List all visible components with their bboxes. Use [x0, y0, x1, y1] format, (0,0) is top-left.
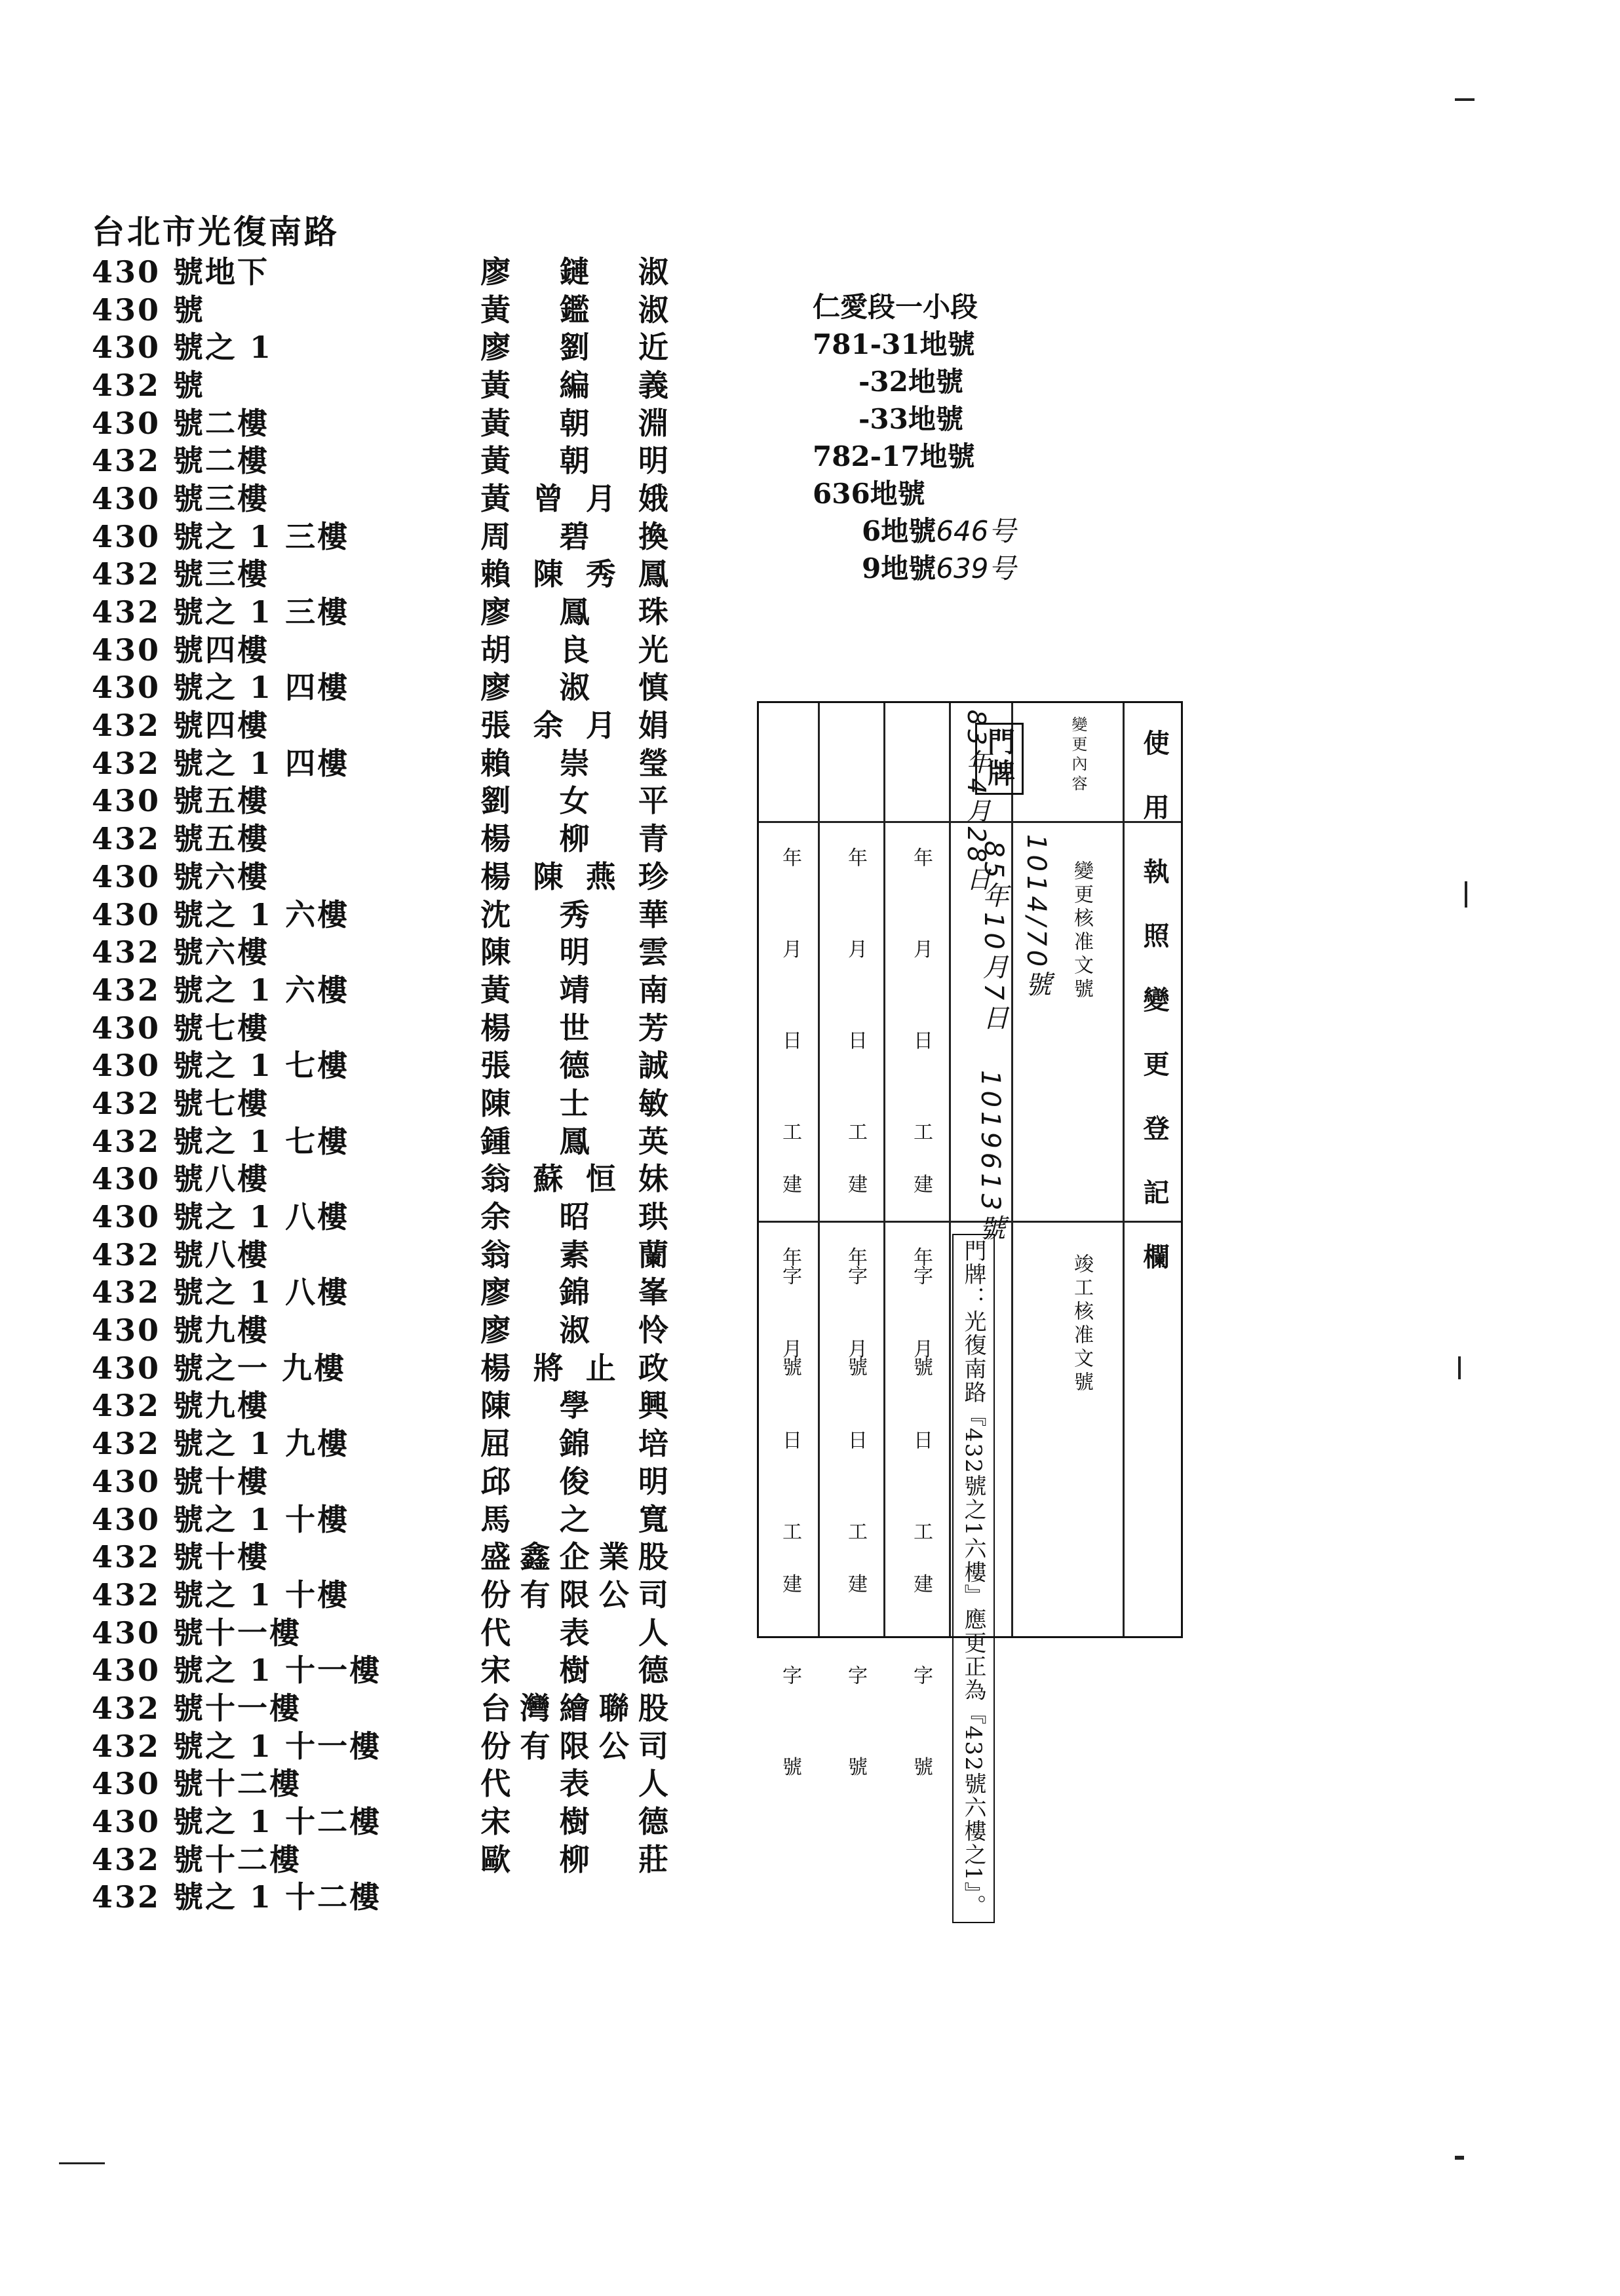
- list-item: [92, 667, 668, 705]
- list-item: [92, 931, 668, 969]
- list-item: [92, 251, 668, 289]
- address-cell: 432 號之 1 六樓: [92, 972, 350, 1008]
- address-cell: 432 號五樓: [92, 821, 270, 857]
- owner-cell: 楊 柳 青: [480, 821, 668, 857]
- table-divider: [818, 703, 820, 1636]
- owner-cell: 廖 淑 怜: [480, 1312, 668, 1349]
- owner-cell: 賴 崇 瑩: [480, 745, 668, 781]
- owner-cell: 賴 陳 秀 鳳: [480, 556, 668, 592]
- address-cell: 430 號之 1: [92, 330, 273, 366]
- parcel-line: -33地號: [858, 403, 963, 435]
- list-item: [92, 894, 668, 932]
- owner-cell: 廖 錦 峯: [480, 1274, 668, 1311]
- table-divider: [759, 1221, 1181, 1223]
- address-cell: 432 號三樓: [92, 556, 270, 592]
- change-record-table: [757, 701, 1183, 1919]
- owner-cell: 邱 俊 明: [480, 1463, 668, 1499]
- owner-cell: 代 表 人: [480, 1766, 668, 1802]
- list-item: [92, 1158, 668, 1196]
- address-cell: 430 號十樓: [92, 1463, 270, 1499]
- owner-cell: 廖 劉 近: [480, 330, 668, 366]
- address-cell: 430 號十一樓: [92, 1615, 302, 1651]
- list-item: [92, 704, 668, 742]
- owner-cell: 馬 之 寬: [480, 1501, 668, 1537]
- address-cell: 430 號之 1 十樓: [92, 1501, 350, 1537]
- list-item: [92, 1007, 668, 1045]
- list-item: [92, 516, 668, 554]
- list-item: [92, 478, 668, 516]
- list-item: [92, 1839, 668, 1877]
- address-cell: 432 號: [92, 367, 206, 403]
- owner-cell: 楊 將 止 政: [480, 1350, 668, 1386]
- owner-cell: 份有限公司: [480, 1577, 668, 1613]
- list-item: [92, 364, 668, 402]
- list-item: [92, 1082, 668, 1120]
- list-item: [92, 1272, 668, 1310]
- owner-cell: 余 昭 珙: [480, 1199, 668, 1235]
- parcel-number: 9地號: [862, 552, 936, 584]
- address-cell: 432 號八樓: [92, 1236, 270, 1272]
- owner-cell: 張 德 誠: [480, 1048, 668, 1084]
- owner-cell: 黃 曾 月 娥: [480, 480, 668, 516]
- owner-cell: 屈 錦 培: [480, 1426, 668, 1462]
- column-label: 竣工核准文號: [1070, 1253, 1093, 1395]
- owner-cell: 黃 朝 淵: [480, 405, 668, 441]
- list-item: [92, 554, 668, 592]
- scan-mark: [1465, 881, 1467, 908]
- owner-cell: 廖 鳳 珠: [480, 594, 668, 630]
- list-item: [92, 1763, 668, 1801]
- address-cell: 432 號之 1 七樓: [92, 1123, 350, 1159]
- address-cell: 432 號七樓: [92, 1085, 270, 1121]
- address-cell: 432 號十一樓: [92, 1690, 302, 1726]
- date-template: 年 月 日 工建 字 號: [844, 1247, 867, 1809]
- date-template: 年 月 日 工建 字 號: [779, 847, 801, 1409]
- parcel-line: -32地號: [858, 366, 963, 398]
- parcel-line: 636地號: [813, 478, 925, 510]
- list-item: [92, 289, 668, 327]
- scan-mark: [1455, 2156, 1464, 2160]
- owner-cell: 黃 編 義: [480, 367, 668, 403]
- owner-cell: 陳 學 興: [480, 1388, 668, 1424]
- list-item: [92, 780, 668, 818]
- address-cell: 432 號十二樓: [92, 1841, 302, 1877]
- scan-mark: [1455, 98, 1475, 101]
- address-cell: 430 號二樓: [92, 405, 270, 441]
- address-cell: 430 號之 1 八樓: [92, 1199, 350, 1235]
- address-cell: 432 號十樓: [92, 1539, 270, 1575]
- owner-cell: 楊 陳 燕 珍: [480, 858, 668, 894]
- parcel-line: 781-31地號: [813, 328, 975, 360]
- door-number-stamp: 門牌: [975, 723, 1024, 795]
- owner-cell: 代 表 人: [480, 1615, 668, 1651]
- list-item: [92, 1687, 668, 1725]
- list-item: [92, 1120, 668, 1158]
- address-cell: 430 號地下: [92, 254, 270, 290]
- handwritten-entry: 1014/70號: [1021, 834, 1051, 1001]
- table-divider: [883, 703, 885, 1636]
- address-cell: 430 號七樓: [92, 1010, 270, 1046]
- list-item: [92, 969, 668, 1007]
- list-item: [92, 818, 668, 856]
- list-item: [92, 1725, 668, 1763]
- address-cell: 430 號五樓: [92, 783, 270, 819]
- date-template: 年 月 日 工建 字 號: [910, 1247, 933, 1809]
- address-cell: 430 號四樓: [92, 632, 270, 668]
- address-cell: 432 號之 1 四樓: [92, 745, 350, 781]
- list-item: [92, 1309, 668, 1347]
- owner-cell: 歐 柳 莊: [480, 1841, 668, 1877]
- address-cell: 430 號之 1 十二樓: [92, 1804, 382, 1840]
- address-cell: 432 號六樓: [92, 934, 270, 970]
- scan-mark: [1458, 1356, 1461, 1379]
- list-item: [92, 1044, 668, 1082]
- owner-cell: 沈 秀 華: [480, 896, 668, 932]
- list-item: [92, 1196, 668, 1234]
- list-item: [92, 742, 668, 780]
- owner-cell: 宋 樹 德: [480, 1653, 668, 1689]
- owner-cell: 劉 女 平: [480, 783, 668, 819]
- owner-cell: 翁 蘇 恒 妹: [480, 1161, 668, 1197]
- handwritten-note: 639号: [936, 552, 1016, 584]
- date-template: 年 月 日 工建 字 號: [779, 1247, 801, 1809]
- list-item: [92, 1536, 668, 1574]
- address-cell: 430 號之 1 七樓: [92, 1048, 350, 1084]
- list-item: [92, 1499, 668, 1537]
- owner-cell: 廖 淑 慎: [480, 670, 668, 706]
- column-label: 變更內容: [1069, 716, 1087, 795]
- correction-note: 門牌：光復南路『432號之1六樓』應更正為『432號六樓之1』。: [952, 1234, 995, 1923]
- address-cell: 430 號之 1 三樓: [92, 518, 350, 554]
- owner-cell: 宋 樹 德: [480, 1804, 668, 1840]
- address-cell: 432 號之 1 十樓: [92, 1577, 350, 1613]
- list-item: [92, 1649, 668, 1687]
- list-item: [92, 326, 668, 364]
- owner-cell: 黃 鑑 淑: [480, 292, 668, 328]
- address-cell: 430 號之一 九樓: [92, 1350, 347, 1386]
- date-template: 年 月 日 工建 字 號: [844, 847, 867, 1409]
- address-cell: 430 號三樓: [92, 480, 270, 516]
- list-item: [92, 629, 668, 667]
- address-cell: 432 號之 1 十二樓: [92, 1879, 382, 1915]
- table-divider: [1123, 703, 1125, 1636]
- scan-mark: [59, 2162, 105, 2164]
- address-cell: 432 號二樓: [92, 443, 270, 479]
- list-item: [92, 402, 668, 440]
- owner-cell: 黃 朝 明: [480, 443, 668, 479]
- address-cell: 430 號之 1 十一樓: [92, 1653, 382, 1689]
- address-cell: 432 號之 1 八樓: [92, 1274, 350, 1311]
- address-cell: 430 號十二樓: [92, 1766, 302, 1802]
- owner-cell: 台灣繪聯股: [480, 1690, 668, 1726]
- list-item: [92, 1574, 668, 1612]
- date-template: 年 月 日 工建 字 號: [910, 847, 933, 1409]
- owner-cell: 楊 世 芳: [480, 1010, 668, 1046]
- list-item: [92, 1423, 668, 1461]
- list-item: [92, 591, 668, 629]
- list-item: [92, 440, 668, 478]
- address-cell: 432 號九樓: [92, 1388, 270, 1424]
- table-divider: [949, 703, 951, 1636]
- handwritten-entry: 83年4月28日: [962, 710, 991, 895]
- handwritten-entry: 85年10月7日: [978, 841, 1009, 1035]
- list-item: [92, 1612, 668, 1650]
- parcel-list: [813, 288, 1029, 587]
- list-item: [92, 1385, 668, 1423]
- owner-cell: 陳 士 敏: [480, 1085, 668, 1121]
- address-cell: 432 號之 1 十一樓: [92, 1728, 382, 1764]
- owner-cell: 黃 靖 南: [480, 972, 668, 1008]
- address-cell: 430 號六樓: [92, 858, 270, 894]
- handwritten-note: 646号: [936, 515, 1016, 547]
- street-heading: 台北市光復南路: [92, 212, 339, 251]
- address-cell: 432 號四樓: [92, 708, 270, 744]
- handwritten-entry: 1019613號: [975, 1070, 1005, 1245]
- owner-cell: 廖 鏈 淑: [480, 254, 668, 290]
- address-cell: 430 號九樓: [92, 1312, 270, 1349]
- owner-cell: 陳 明 雲: [480, 934, 668, 970]
- owner-cell: 份有限公司: [480, 1728, 668, 1764]
- address-cell: 430 號之 1 四樓: [92, 670, 350, 706]
- owner-cell: 翁 素 蘭: [480, 1236, 668, 1272]
- address-cell: 430 號之 1 六樓: [92, 896, 350, 932]
- list-item: [92, 1461, 668, 1499]
- parcel-line: [813, 512, 1029, 550]
- table-title: 使用執照變更登記欄: [1139, 729, 1170, 1307]
- parcel-line: 782-17地號: [813, 440, 975, 472]
- address-cell: 432 號之 1 三樓: [92, 594, 350, 630]
- column-label: 變更核准文號: [1070, 860, 1093, 1002]
- owner-cell: 盛鑫企業股: [480, 1539, 668, 1575]
- address-cell: 430 號: [92, 292, 206, 328]
- owner-cell: 周 碧 換: [480, 518, 668, 554]
- list-item: [92, 1877, 668, 1915]
- address-owner-list: [92, 213, 668, 1914]
- rows-container: [92, 251, 668, 1914]
- owner-cell: 鍾 鳳 英: [480, 1123, 668, 1159]
- parcel-line: [813, 550, 1029, 587]
- list-item: [92, 1347, 668, 1385]
- parcel-number: 6地號: [862, 515, 936, 547]
- owner-cell: 張 余 月 娟: [480, 708, 668, 744]
- list-item: [92, 1234, 668, 1272]
- list-item: [92, 856, 668, 894]
- address-cell: 430 號八樓: [92, 1161, 270, 1197]
- parcel-section: 仁愛段一小段: [813, 291, 978, 323]
- list-item: [92, 1801, 668, 1839]
- owner-cell: 胡 良 光: [480, 632, 668, 668]
- address-cell: 432 號之 1 九樓: [92, 1426, 350, 1462]
